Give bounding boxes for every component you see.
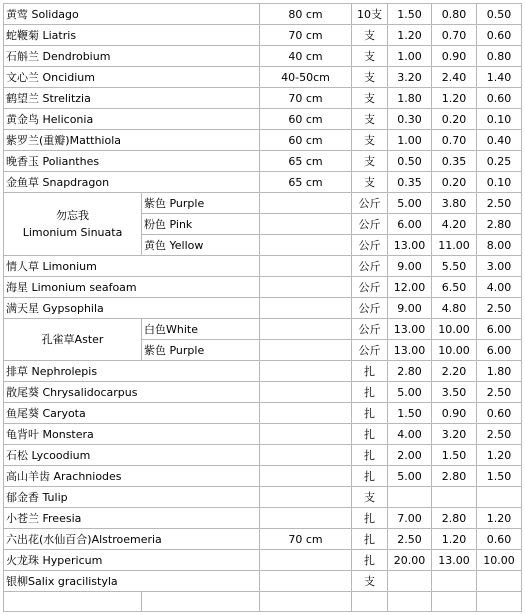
price-cell: 2.50 (477, 424, 522, 445)
price-cell: 1.40 (477, 67, 522, 88)
unit-cell: 公斤 (352, 256, 388, 277)
unit-cell: 支 (352, 109, 388, 130)
size-cell (260, 487, 352, 508)
size-cell (260, 340, 352, 361)
variant-color: 紫色 Purple (142, 193, 260, 214)
variant-color: 白色White (142, 319, 260, 340)
flower-name: 黄金鸟 Heliconia (4, 109, 260, 130)
unit-cell: 扎 (352, 550, 388, 571)
unit-cell: 支 (352, 151, 388, 172)
price-cell: 0.90 (432, 46, 477, 67)
size-cell (260, 235, 352, 256)
table-row (4, 550, 522, 571)
price-cell: 1.80 (477, 361, 522, 382)
empty-cell (477, 592, 522, 612)
empty-cell (388, 592, 432, 612)
size-cell (260, 298, 352, 319)
table-row (4, 193, 522, 214)
unit-cell: 扎 (352, 361, 388, 382)
flower-name: 银柳Salix gracilistyla (4, 571, 260, 592)
group-name-cn: 勿忘我 (56, 209, 89, 222)
price-cell: 1.50 (388, 403, 432, 424)
price-cell: 0.10 (477, 172, 522, 193)
variant-color: 黄色 Yellow (142, 235, 260, 256)
price-cell: 9.00 (388, 298, 432, 319)
unit-cell: 公斤 (352, 214, 388, 235)
size-cell (260, 193, 352, 214)
price-cell: 13.00 (432, 550, 477, 571)
table-row (4, 4, 522, 25)
price-cell: 0.90 (432, 403, 477, 424)
unit-cell: 扎 (352, 382, 388, 403)
size-cell (260, 403, 352, 424)
table-row (4, 403, 522, 424)
unit-cell: 扎 (352, 466, 388, 487)
unit-cell: 扎 (352, 424, 388, 445)
size-cell (260, 445, 352, 466)
empty-cell (4, 592, 142, 612)
size-cell (260, 256, 352, 277)
price-cell: 9.00 (388, 256, 432, 277)
size-cell (260, 277, 352, 298)
flower-name: 火龙珠 Hypericum (4, 550, 260, 571)
table-row (4, 571, 522, 592)
price-cell: 0.60 (477, 529, 522, 550)
price-cell: 5.00 (388, 193, 432, 214)
group-name-cell: 孔雀草Aster (4, 319, 142, 361)
flower-name: 高山羊齿 Arachniodes (4, 466, 260, 487)
size-cell (260, 382, 352, 403)
price-cell: 13.00 (388, 340, 432, 361)
table-row (4, 130, 522, 151)
flower-name: 黄莺 Solidago (4, 4, 260, 25)
unit-cell: 支 (352, 487, 388, 508)
price-cell: 3.00 (477, 256, 522, 277)
price-cell: 4.00 (388, 424, 432, 445)
price-cell: 0.35 (388, 172, 432, 193)
flower-name: 紫罗兰(重瓣)Matthiola (4, 130, 260, 151)
table-row (4, 445, 522, 466)
table-row (4, 151, 522, 172)
size-cell (260, 424, 352, 445)
price-cell: 0.30 (388, 109, 432, 130)
table-row (4, 298, 522, 319)
price-cell: 1.20 (388, 25, 432, 46)
flower-name: 排草 Nephrolepis (4, 361, 260, 382)
size-cell (260, 466, 352, 487)
price-cell: 7.00 (388, 508, 432, 529)
price-cell: 0.20 (432, 172, 477, 193)
table-row (4, 88, 522, 109)
price-cell: 4.80 (432, 298, 477, 319)
price-cell: 1.20 (477, 508, 522, 529)
price-cell: 1.20 (477, 445, 522, 466)
price-cell: 0.20 (432, 109, 477, 130)
unit-cell: 10支 (352, 4, 388, 25)
price-cell: 2.50 (388, 529, 432, 550)
size-cell (260, 319, 352, 340)
table-row (4, 424, 522, 445)
price-cell: 12.00 (388, 277, 432, 298)
table-row (4, 109, 522, 130)
price-cell: 0.70 (432, 25, 477, 46)
unit-cell: 支 (352, 67, 388, 88)
unit-cell: 支 (352, 88, 388, 109)
price-cell: 1.50 (388, 4, 432, 25)
size-cell: 60 cm (260, 130, 352, 151)
table-row (4, 466, 522, 487)
flower-name: 鱼尾葵 Caryota (4, 403, 260, 424)
price-cell: 2.80 (432, 466, 477, 487)
table-row (4, 319, 522, 340)
size-cell: 60 cm (260, 109, 352, 130)
unit-cell: 支 (352, 172, 388, 193)
price-table (3, 3, 522, 612)
price-cell (477, 571, 522, 592)
price-cell: 1.80 (388, 88, 432, 109)
size-cell: 70 cm (260, 529, 352, 550)
price-cell: 2.50 (477, 298, 522, 319)
size-cell: 70 cm (260, 25, 352, 46)
price-cell: 4.00 (477, 277, 522, 298)
flower-name: 散尾葵 Chrysalidocarpus (4, 382, 260, 403)
flower-name: 文心兰 Oncidium (4, 67, 260, 88)
price-cell (388, 571, 432, 592)
table-row (4, 172, 522, 193)
price-cell: 5.00 (388, 466, 432, 487)
empty-cell (432, 592, 477, 612)
price-cell: 2.80 (432, 508, 477, 529)
price-cell: 3.20 (432, 424, 477, 445)
price-cell: 4.20 (432, 214, 477, 235)
empty-cell (352, 592, 388, 612)
flower-name: 满天星 Gypsophila (4, 298, 260, 319)
unit-cell: 公斤 (352, 193, 388, 214)
flower-name: 金鱼草 Snapdragon (4, 172, 260, 193)
price-cell: 13.00 (388, 319, 432, 340)
flower-name: 龟背叶 Monstera (4, 424, 260, 445)
price-cell: 2.80 (388, 361, 432, 382)
unit-cell: 支 (352, 25, 388, 46)
price-cell (388, 487, 432, 508)
unit-cell: 扎 (352, 403, 388, 424)
price-cell: 1.00 (388, 46, 432, 67)
size-cell: 40 cm (260, 46, 352, 67)
price-cell: 1.20 (432, 529, 477, 550)
price-cell: 1.20 (432, 88, 477, 109)
price-cell: 0.60 (477, 403, 522, 424)
unit-cell: 支 (352, 46, 388, 67)
price-cell: 2.00 (388, 445, 432, 466)
price-cell: 1.00 (388, 130, 432, 151)
price-cell: 5.00 (388, 382, 432, 403)
price-cell: 10.00 (432, 340, 477, 361)
price-cell: 10.00 (432, 319, 477, 340)
price-cell: 2.50 (477, 382, 522, 403)
price-cell: 3.50 (432, 382, 477, 403)
size-cell: 80 cm (260, 4, 352, 25)
flower-name: 情人草 Limonium (4, 256, 260, 277)
price-cell: 6.00 (477, 340, 522, 361)
price-cell: 3.80 (432, 193, 477, 214)
table-row (4, 277, 522, 298)
empty-cell (260, 592, 352, 612)
flower-name: 蛇鞭菊 Liatris (4, 25, 260, 46)
unit-cell: 扎 (352, 508, 388, 529)
variant-color: 紫色 Purple (142, 340, 260, 361)
size-cell: 65 cm (260, 172, 352, 193)
price-cell: 6.00 (477, 319, 522, 340)
price-cell (432, 571, 477, 592)
flower-name: 晚香玉 Polianthes (4, 151, 260, 172)
unit-cell: 扎 (352, 529, 388, 550)
price-cell: 8.00 (477, 235, 522, 256)
price-cell: 11.00 (432, 235, 477, 256)
table-row (4, 508, 522, 529)
table-row (4, 256, 522, 277)
flower-name: 石松 Lycoodium (4, 445, 260, 466)
price-cell: 0.10 (477, 109, 522, 130)
table-row (4, 67, 522, 88)
price-cell: 0.50 (388, 151, 432, 172)
flower-name: 海星 Limonium seafoam (4, 277, 260, 298)
price-cell: 6.50 (432, 277, 477, 298)
price-cell: 5.50 (432, 256, 477, 277)
flower-name: 鹤望兰 Strelitzia (4, 88, 260, 109)
size-cell (260, 550, 352, 571)
unit-cell: 支 (352, 130, 388, 151)
table-row (4, 46, 522, 67)
price-cell: 0.60 (477, 25, 522, 46)
price-cell: 10.00 (477, 550, 522, 571)
price-cell: 0.70 (432, 130, 477, 151)
price-cell: 0.80 (432, 4, 477, 25)
flower-name: 郁金香 Tulip (4, 487, 260, 508)
size-cell (260, 508, 352, 529)
price-cell: 0.60 (477, 88, 522, 109)
price-cell: 0.40 (477, 130, 522, 151)
group-name-en: Limonium Sinuata (22, 226, 123, 239)
price-cell (432, 487, 477, 508)
empty-row (4, 592, 522, 612)
unit-cell: 公斤 (352, 277, 388, 298)
table-row (4, 25, 522, 46)
size-cell (260, 571, 352, 592)
unit-cell: 公斤 (352, 235, 388, 256)
flower-name: 石斛兰 Dendrobium (4, 46, 260, 67)
table-row (4, 361, 522, 382)
flower-name: 小苍兰 Freesia (4, 508, 260, 529)
price-cell: 2.50 (477, 193, 522, 214)
unit-cell: 支 (352, 571, 388, 592)
size-cell: 40-50cm (260, 67, 352, 88)
size-cell (260, 361, 352, 382)
price-cell: 1.50 (477, 466, 522, 487)
price-cell: 13.00 (388, 235, 432, 256)
group-name-cell (4, 193, 142, 256)
table-row (4, 382, 522, 403)
price-cell: 0.25 (477, 151, 522, 172)
price-cell: 6.00 (388, 214, 432, 235)
price-cell: 0.50 (477, 4, 522, 25)
unit-cell: 公斤 (352, 340, 388, 361)
variant-color: 粉色 Pink (142, 214, 260, 235)
price-cell: 0.80 (477, 46, 522, 67)
size-cell: 70 cm (260, 88, 352, 109)
flower-name: 六出花(水仙百合)Alstroemeria (4, 529, 260, 550)
price-cell: 3.20 (388, 67, 432, 88)
size-cell: 65 cm (260, 151, 352, 172)
unit-cell: 公斤 (352, 319, 388, 340)
table-row (4, 529, 522, 550)
size-cell (260, 214, 352, 235)
price-cell: 20.00 (388, 550, 432, 571)
empty-cell (142, 592, 260, 612)
table-row (4, 487, 522, 508)
price-cell: 2.40 (432, 67, 477, 88)
price-cell: 2.80 (477, 214, 522, 235)
price-cell: 2.20 (432, 361, 477, 382)
unit-cell: 公斤 (352, 298, 388, 319)
price-cell (477, 487, 522, 508)
unit-cell: 扎 (352, 445, 388, 466)
price-cell: 1.50 (432, 445, 477, 466)
price-cell: 0.35 (432, 151, 477, 172)
